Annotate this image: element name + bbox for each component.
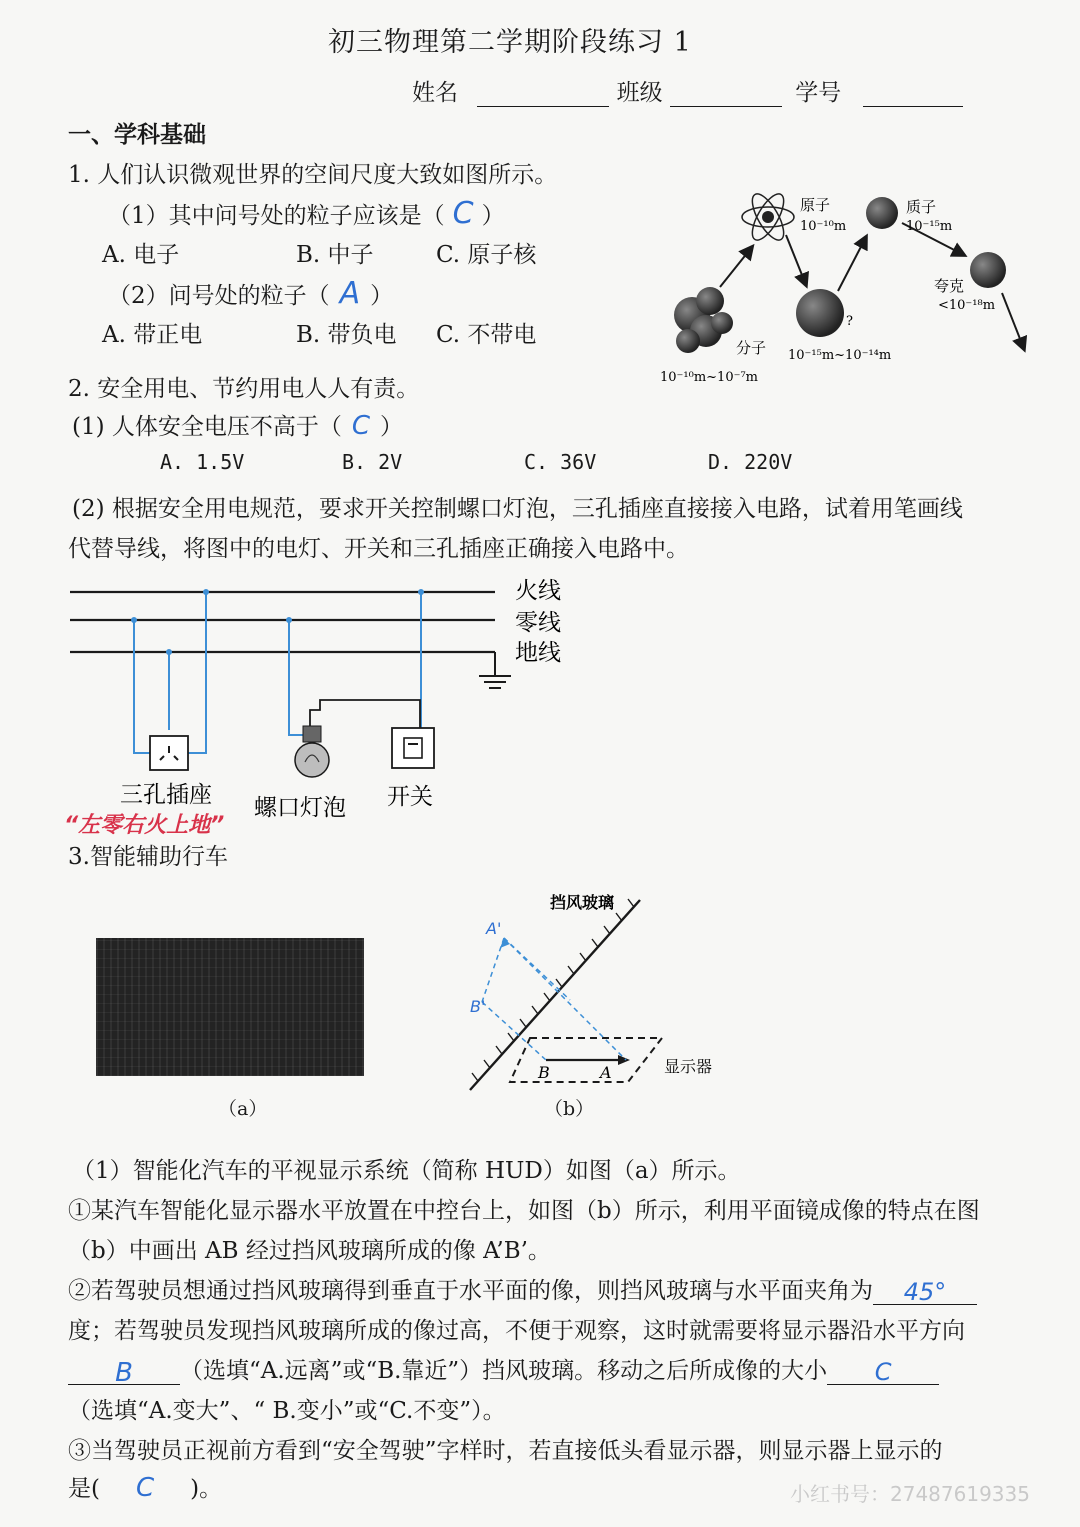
q3-s3-line2 (68, 1470, 222, 1503)
point-a-prime: A' (486, 919, 502, 938)
q2-option-b: B. 2V (342, 450, 403, 474)
q1-part2-text: （2）问号处的粒子（ (108, 283, 330, 309)
q3-s2-line1-text: ②若驾驶员想通过挡风玻璃得到垂直于水平面的像，则挡风玻璃与水平面夹角为 (68, 1278, 873, 1304)
page-title: 初三物理第二学期阶段练习 1 (328, 27, 692, 58)
q2-part1-close: ） (380, 414, 404, 440)
q3-s2-line3-text: （选填“A.远离”或“B.靠近”）挡风玻璃。移动之后所成像的大小 (180, 1358, 828, 1384)
name-label: 姓名 (412, 80, 458, 106)
q3-s1-line2: （b）中画出 AB 经过挡风玻璃所成的像 A’B’。 (68, 1238, 551, 1264)
socket-label: 三孔插座 (120, 782, 212, 808)
molecule-size: 10⁻¹⁰m~10⁻⁷m (660, 370, 758, 385)
q3-s2-line1 (68, 1272, 977, 1305)
socket-icon (150, 736, 188, 770)
q1-p2-option-c: C. 不带电 (436, 322, 537, 348)
q3-s2-line4: （选填“A.变大”、“ B.变小”或“C.不变”）。 (68, 1398, 506, 1424)
number-blank[interactable] (863, 80, 963, 107)
q2-option-a: A. 1.5V (160, 450, 245, 474)
unknown-mark: ? (846, 314, 853, 329)
q1-part2-close: ） (370, 283, 394, 309)
q3-s2-line2: 度；若驾驶员发现挡风玻璃所成的像过高，不便于观察，这时就需要将显示器沿水平方向 (68, 1318, 965, 1344)
q3-answer-direction: B (115, 1358, 133, 1388)
fig-a-caption: （a） (218, 1098, 268, 1120)
q3-s3-line1: ③当驾驶员正视前方看到“安全驾驶”字样时，若直接低头看显示器，则显示器上显示的 (68, 1438, 943, 1464)
q1-part1-close: ） (481, 203, 505, 229)
handwritten-note: “左零右火上地” (64, 813, 225, 838)
drawn-wires (134, 592, 421, 753)
q2-option-d: D. 220V (708, 450, 793, 474)
q3-s2-line3 (68, 1352, 939, 1388)
mirror-diagram (450, 890, 750, 1100)
q3-stem: 3.智能辅助行车 (68, 844, 228, 870)
molecule-icon (674, 287, 733, 353)
point-b: B (538, 1063, 550, 1082)
point-b-prime: B' (470, 997, 486, 1016)
windshield-label: 挡风玻璃 (550, 893, 615, 912)
proton-label: 质子 (906, 198, 937, 216)
q3-s3-close: )。 (190, 1476, 223, 1502)
q1-part2-answer: A (339, 276, 361, 311)
fig-b-caption: （b） (544, 1098, 595, 1120)
q2-part1-text: (1) 人体安全电压不高于（ (72, 414, 342, 440)
q1-stem: 1. 人们认识微观世界的空间尺度大致如图所示。 (68, 162, 558, 188)
molecule-label: 分子 (736, 339, 767, 357)
switch-icon (392, 728, 434, 768)
q1-part1-text: （1）其中问号处的粒子应该是（ (108, 203, 445, 229)
q1-part2 (108, 276, 393, 311)
scale-figure (660, 185, 1040, 395)
atom-size: 10⁻¹⁰m (800, 219, 847, 234)
atom-label: 原子 (800, 196, 831, 214)
q1-p2-option-b: B. 带负电 (296, 322, 397, 348)
display-label: 显示器 (664, 1057, 713, 1076)
name-field (412, 74, 963, 107)
q3-s1-line1: ①某汽车智能化显示器水平放置在中控台上，如图（b）所示，利用平面镜成像的特点在图 (68, 1198, 980, 1224)
q2-part2-line1: (2) 根据安全用电规范，要求开关控制螺口灯泡，三孔插座直接接入电路，试着用笔画线 (72, 496, 963, 522)
q3-part1: （1）智能化汽车的平视显示系统（简称 HUD）如图（a）所示。 (72, 1158, 741, 1184)
q1-p1-option-b: B. 中子 (296, 242, 374, 268)
q2-part1-answer: C (351, 411, 371, 441)
ground-label: 地线 (515, 640, 561, 666)
q3-blank-size[interactable] (827, 1358, 939, 1385)
q3-s3-answer: C (135, 1473, 155, 1503)
quark-size: <10⁻¹⁸m (938, 298, 996, 313)
ground-icon (479, 652, 511, 688)
q1-p1-option-a: A. 电子 (102, 242, 180, 268)
neutral-label: 零线 (515, 610, 561, 636)
q3-answer-size: C (874, 1358, 892, 1386)
watermark: 小红书号：2748761​9335 (790, 1482, 1030, 1506)
q2-option-c: C. 36V (524, 450, 597, 474)
q3-answer-angle: 45° (903, 1278, 947, 1306)
q2-stem: 2. 安全用电、节约用电人人有责。 (68, 376, 420, 402)
class-blank[interactable] (670, 80, 782, 107)
quark-label: 夸克 (934, 277, 965, 295)
class-label: 班级 (616, 80, 663, 106)
q3-blank-direction[interactable] (68, 1358, 180, 1388)
q1-p1-option-c: C. 原子核 (436, 242, 537, 268)
point-a: A (600, 1063, 612, 1082)
q2-part2-line2: 代替导线，将图中的电灯、开关和三孔插座正确接入电路中。 (68, 536, 689, 562)
nucleus-icon (796, 289, 844, 337)
circuit-diagram (0, 570, 600, 840)
nucleus-size: 10⁻¹⁵m~10⁻¹⁴m (788, 348, 892, 363)
quark-icon (970, 252, 1006, 288)
number-label: 学号 (795, 80, 842, 106)
image-construction-lines (482, 938, 626, 1060)
name-blank[interactable] (477, 80, 609, 107)
proton-icon (866, 197, 898, 229)
q1-part1 (108, 196, 505, 231)
q1-part1-answer: C (452, 196, 474, 231)
bulb-label: 螺口灯泡 (254, 795, 346, 821)
q3-blank-angle[interactable] (873, 1278, 977, 1305)
hud-photo (96, 938, 364, 1076)
live-label: 火线 (515, 578, 561, 604)
proton-size: 10⁻¹⁵m (906, 219, 953, 234)
q1-p2-option-a: A. 带正电 (102, 322, 203, 348)
q2-part1 (72, 408, 403, 441)
switch-label: 开关 (387, 784, 433, 810)
q3-s3-open: 是( (68, 1476, 100, 1502)
section-heading: 一、学科基础 (68, 121, 206, 148)
